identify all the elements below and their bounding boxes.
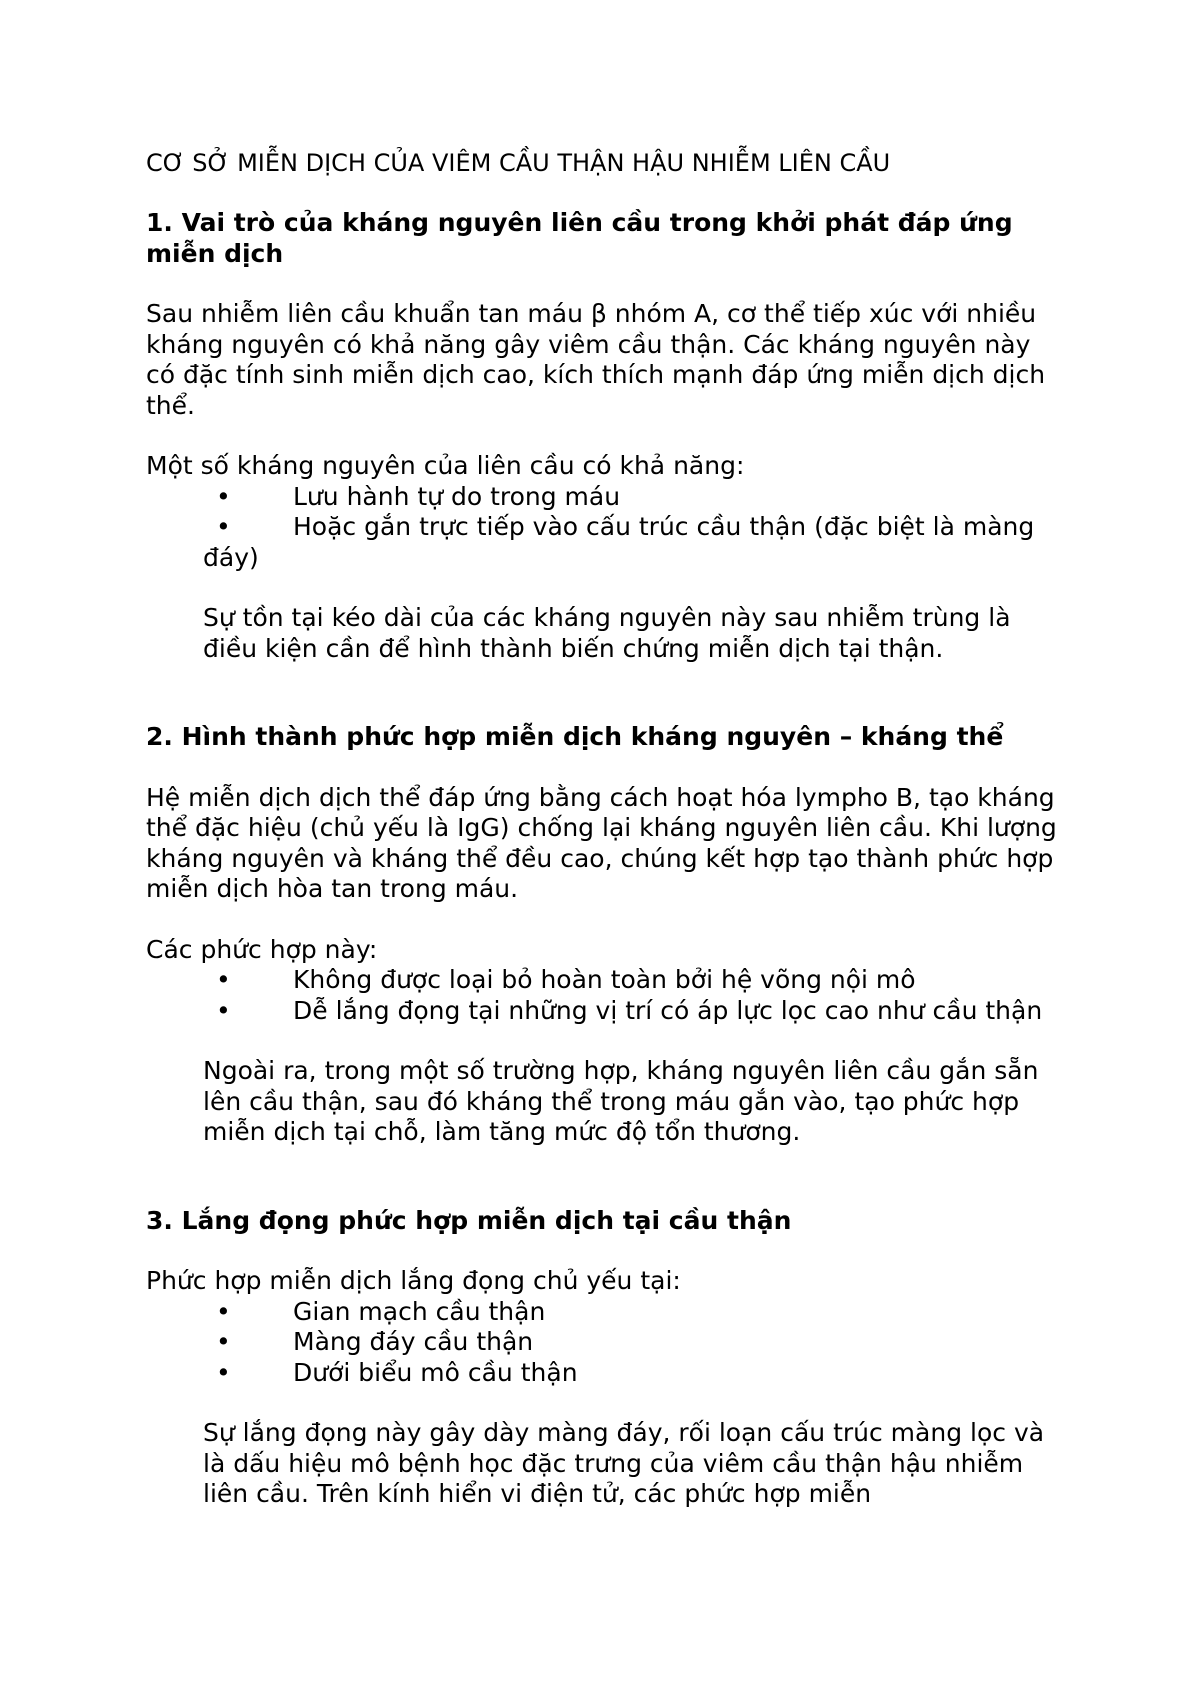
list-item-text: Hoặc gắn trực tiếp vào cấu trúc cầu thận (đặc biệt là màng đáy) <box>203 512 1035 572</box>
bullet-list <box>146 965 1066 1026</box>
bullet-icon: • <box>216 965 231 994</box>
list-intro: Phức hợp miễn dịch lắng đọng chủ yếu tại: <box>146 1266 681 1295</box>
section-1 <box>146 208 1066 664</box>
document-title: CƠ SỞ MIỄN DỊCH CỦA VIÊM CẦU THẬN HẬU NHIỄM LIÊN CẦU <box>146 149 891 177</box>
document-page <box>146 148 1066 1510</box>
list-item-text: Gian mạch cầu thận <box>293 1296 546 1326</box>
list-intro: Một số kháng nguyên của liên cầu có khả năng: <box>146 451 745 480</box>
section-paragraph: Sau nhiễm liên cầu khuẩn tan máu β nhóm A, cơ thể tiếp xúc với nhiều kháng nguyên có khả năng gây viêm cầu thận. Các kháng nguyên này có đặc tính sinh miễn dịch cao, kích thích mạnh đáp ứng miễn dịch dịch thể. <box>146 299 1046 420</box>
list-intro: Các phức hợp này: <box>146 934 378 964</box>
bullet-icon: • <box>216 512 231 541</box>
section-2 <box>146 722 1066 1148</box>
bullet-icon: • <box>216 1296 231 1326</box>
list-item-text: Dễ lắng đọng tại những vị trí có áp lực lọc cao như cầu thận <box>293 995 1043 1025</box>
list-item <box>203 996 1066 1027</box>
bullet-list <box>146 1297 1066 1389</box>
list-item <box>203 1297 1066 1328</box>
list-item <box>203 512 1066 573</box>
bullet-icon: • <box>216 1327 231 1356</box>
bullet-icon: • <box>216 481 231 511</box>
list-item-text: Màng đáy cầu thận <box>293 1327 534 1356</box>
section-note: Sự lắng đọng này gây dày màng đáy, rối loạn cấu trúc màng lọc và là dấu hiệu mô bệnh học đặc trưng của viêm cầu thận hậu nhiễm liên cầu. Trên kính hiển vi điện tử, các phức hợp miễn <box>203 1418 1045 1508</box>
section-heading: 3. Lắng đọng phức hợp miễn dịch tại cầu thận <box>146 1205 792 1235</box>
section-heading: 1. Vai trò của kháng nguyên liên cầu trong khởi phát đáp ứng miễn dịch <box>146 208 1013 268</box>
section-note: Ngoài ra, trong một số trường hợp, kháng nguyên liên cầu gắn sẵn lên cầu thận, sau đó kháng thể trong máu gắn vào, tạo phức hợp miễn dịch tại chỗ, làm tăng mức độ tổn thương. <box>203 1056 1039 1146</box>
list-item-text: Lưu hành tự do trong máu <box>293 481 621 511</box>
list-item <box>203 965 1066 996</box>
list-item <box>203 482 1066 513</box>
section-paragraph: Hệ miễn dịch dịch thể đáp ứng bằng cách hoạt hóa lympho B, tạo kháng thể đặc hiệu (chủ yếu là IgG) chống lại kháng nguyên liên cầu. Khi lượng kháng nguyên và kháng thể đều cao, chúng kết hợp tạo thành phức hợp miễn dịch hòa tan trong máu. <box>146 782 1057 903</box>
bullet-icon: • <box>216 995 231 1025</box>
section-heading: 2. Hình thành phức hợp miễn dịch kháng nguyên – kháng thể <box>146 722 1004 751</box>
bullet-icon: • <box>216 1357 231 1387</box>
list-item-text: Không được loại bỏ hoàn toàn bởi hệ võng nội mô <box>293 965 916 994</box>
list-item <box>203 1358 1066 1389</box>
section-3 <box>146 1206 1066 1510</box>
list-item <box>203 1327 1066 1358</box>
section-note: Sự tồn tại kéo dài của các kháng nguyên này sau nhiễm trùng là điều kiện cần để hình thành biến chứng miễn dịch tại thận. <box>203 603 1011 663</box>
bullet-list <box>146 482 1066 574</box>
list-item-text: Dưới biểu mô cầu thận <box>293 1357 578 1387</box>
